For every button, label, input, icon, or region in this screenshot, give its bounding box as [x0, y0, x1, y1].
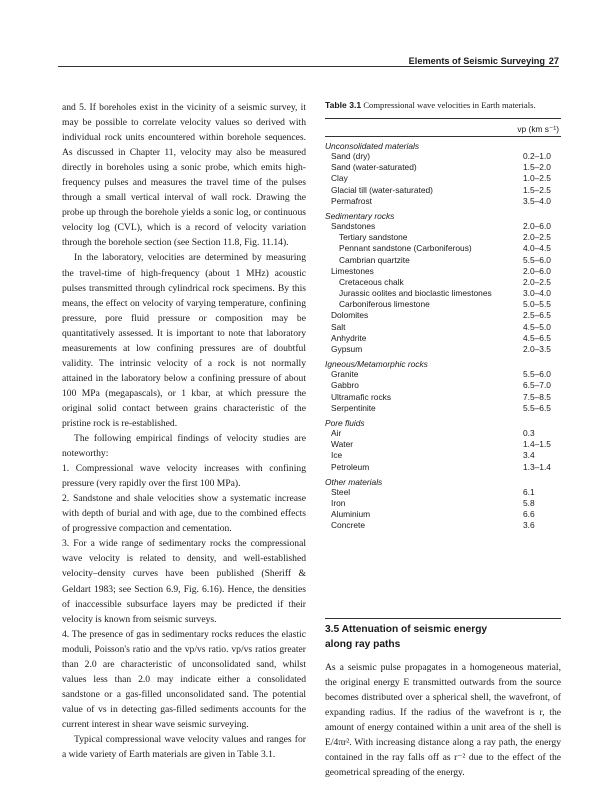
table-row — [325, 509, 561, 520]
section-heading-line: along ray paths — [325, 639, 401, 650]
material-label: Cretaceous chalk — [339, 276, 404, 287]
table-row — [325, 173, 561, 184]
velocity-value: 2.0–6.0 — [523, 220, 551, 231]
finding-item: 2. Sandstone and shale velocities show a systematic increase with depth of burial and with age, due to the combined effects of progressive compaction and cementation. — [62, 493, 306, 535]
material-label: Gypsum — [331, 344, 363, 354]
page-number: 27 — [548, 56, 559, 66]
velocity-value: 3.0–4.0 — [523, 288, 551, 299]
table-top-rule — [325, 118, 561, 119]
velocity-value: 5.5–6.0 — [523, 369, 551, 380]
table-row — [325, 487, 561, 498]
finding-item: 4. The presence of gas in sedimentary rocks reduces the elastic moduli, Poisson's ratio and the vp/vs ratio. vp/vs ratios greater than 2.0 are characteristic of unconsolidated sand, whilst values less than 2.0 may indicate either a consolidated sandstone or a gas-filled unconsolidated sand. The potential value of vs in detecting gas-filled sediments accounts for the current interest in shear wave seismic surveying. — [62, 628, 306, 730]
material-label: Sandstones — [331, 220, 376, 231]
velocity-value: 6.1 — [523, 486, 535, 497]
paragraph: In the laboratory, velocities are determined by measuring the travel-time of high-frequency (about 1 MHz) acoustic pulses transmitted through cylindrical rock specimens. By this means, the effect on velocity of varying temperature, confining pressure, pore fluid pressure or composition may be quantitatively assessed. It is important to note that laboratory measurements at low confining pressures are of doubtful validity. The intrinsic velocity of a rock is not normally attained in the laboratory below a confining pressure of about 100 MPa (megapascals), or 1 kbar, at which pressure the original solid contact between grains characteristic of the pristine rock is re-established. — [62, 252, 306, 429]
material-label: Limestones — [331, 265, 374, 276]
running-title: Elements of Seismic Surveying — [408, 56, 545, 66]
paragraph: Typical compressional wave velocity values and ranges for a wide variety of Earth materials are given in Table 3.1. — [62, 733, 306, 761]
material-label: Serpentinite — [331, 402, 376, 413]
table-row — [325, 221, 561, 232]
table-row — [325, 322, 561, 333]
table-row — [325, 333, 561, 344]
header-rule — [58, 66, 559, 67]
table-row — [325, 299, 561, 310]
velocity-value: 1.3–1.4 — [523, 461, 551, 472]
material-label: Air — [331, 427, 342, 438]
velocity-value: 7.5–8.5 — [523, 391, 551, 402]
material-label: Anhydrite — [331, 332, 367, 343]
velocity-value: 6.5–7.0 — [523, 380, 551, 391]
table-header-rule — [325, 136, 561, 137]
velocity-value: 1.5–2.0 — [523, 162, 551, 173]
material-label: Tertiary sandstone — [339, 232, 408, 243]
velocity-value: 2.0–2.5 — [523, 232, 551, 243]
table-row — [325, 450, 561, 461]
velocity-value: 2.5–6.5 — [523, 310, 551, 321]
paragraph: and 5. If boreholes exist in the vicinity of a seismic survey, it may be possible to correlate velocity values so derived with individual rock units encountered within borehole sequences. As discussed in Chapter 11, velocity may also be measured directly in boreholes using a sonic probe, which emits high-frequency pulses and measures the travel time of the pulses through a small vertical interval of wall rock. Drawing the probe up through the borehole yields a sonic log, or continuous velocity log (CVL), which is a record of velocity variation through the borehole section (see Section 11.8, Fig. 11.14). — [62, 102, 306, 249]
table-category: Unconsolidated materials — [325, 141, 420, 151]
material-label: Water — [331, 439, 354, 450]
velocity-value: 4.5–5.0 — [523, 321, 551, 332]
table-row — [325, 498, 561, 509]
material-label: Granite — [331, 369, 359, 380]
material-label: Glacial till (water-saturated) — [331, 184, 433, 195]
velocity-value: 5.5–6.5 — [523, 402, 551, 413]
material-label: Iron — [331, 497, 346, 508]
table-caption-text: Compressional wave velocities in Earth materials. — [363, 100, 536, 110]
section-rule — [325, 618, 561, 619]
velocity-value: 6.6 — [523, 509, 535, 520]
velocity-value: 5.8 — [523, 497, 535, 508]
table-category: Sedimentary rocks — [325, 210, 395, 221]
velocity-value: 2.0–3.5 — [523, 344, 551, 354]
material-label: Sand (dry) — [331, 151, 371, 161]
material-label: Gabbro — [331, 380, 359, 391]
table-row — [325, 380, 561, 391]
velocity-value: 0.3 — [523, 427, 535, 438]
table-row — [325, 369, 561, 380]
velocity-value: 1.0–2.5 — [523, 173, 551, 184]
velocity-value: 1.4–1.5 — [523, 439, 551, 450]
velocity-value: 3.4 — [523, 450, 535, 461]
material-label: Clay — [331, 173, 348, 184]
material-label: Aluminium — [331, 509, 371, 520]
section-heading — [325, 622, 561, 652]
paragraph: As a seismic pulse propagates in a homogeneous material, the original energy E transmitted outwards from the source becomes distributed over a spherical shell, the wavefront, of expanding radius. If the radius of the wavefront is r, the amount of energy contained within a unit area of the shell is E/4πr². With increasing distance along a ray path, the energy contained in the ray falls off as r⁻² due to the effect of the geometrical spreading of the energy. — [325, 662, 561, 779]
page-header — [0, 0, 613, 66]
table-row — [325, 196, 561, 207]
material-label: Dolomites — [331, 310, 369, 321]
table-row — [325, 428, 561, 439]
velocity-value: 5.0–5.5 — [523, 299, 551, 310]
material-label: Concrete — [331, 520, 365, 531]
velocity-value: 3.6 — [523, 520, 535, 531]
section-heading-line: 3.5 Attenuation of seismic energy — [325, 624, 488, 635]
table-row — [325, 520, 561, 531]
material-label: Ice — [331, 450, 343, 461]
paragraph: The following empirical findings of velocity studies are noteworthy: — [62, 433, 306, 460]
velocity-value: 4.0–4.5 — [523, 243, 551, 254]
table-row — [325, 277, 561, 288]
material-label: Steel — [331, 486, 351, 497]
table-row — [325, 232, 561, 243]
finding-item: 3. For a wide range of sedimentary rocks the compressional wave velocity is related to density, and well-established velocity–density curves have been published (Sheriff & Geldart 1983; see Section 6.9, Fig. 6.16). Hence, the densities of inaccessible subsurface layers may be predicted if their velocity is known from seismic surveys. — [62, 538, 306, 625]
velocity-value: 2.0–2.5 — [523, 276, 551, 287]
material-label: Cambrian quartzite — [339, 254, 410, 265]
table-row — [325, 243, 561, 254]
table-row — [325, 255, 561, 266]
material-label: Pennant sandstone (Carboniferous) — [339, 243, 472, 254]
material-label: Permafrost — [331, 195, 372, 206]
table-category: Other materials — [325, 476, 383, 487]
table-caption — [325, 100, 561, 110]
material-label: Ultramafic rocks — [331, 391, 392, 402]
left-column — [62, 100, 306, 762]
table-row — [325, 344, 561, 355]
table-row — [325, 266, 561, 277]
velocity-value: 3.5–4.0 — [523, 195, 551, 206]
velocity-value: 5.5–6.0 — [523, 254, 551, 265]
velocity-value: 2.0–6.0 — [523, 265, 551, 276]
table-row — [325, 310, 561, 321]
finding-item: 1. Compressional wave velocity increases with confining pressure (very rapidly over the first 100 MPa). — [62, 463, 306, 490]
table-row — [325, 462, 561, 473]
material-label: Jurassic oolites and bioclastic limestones — [339, 288, 492, 299]
table-caption-label: Table 3.1 — [325, 100, 362, 110]
table-row — [325, 288, 561, 299]
table-category: Pore fluids — [325, 417, 365, 428]
material-label: Carboniferous limestone — [339, 299, 430, 310]
section-body — [325, 660, 561, 780]
table-row — [325, 162, 561, 173]
unit-header: vp (km s⁻¹) — [517, 124, 559, 134]
material-label: Sand (water-saturated) — [331, 162, 417, 173]
table-3-1 — [325, 100, 561, 531]
table-row — [325, 392, 561, 403]
material-label: Salt — [331, 321, 346, 332]
table-category: Igneous/Metamorphic rocks — [325, 359, 428, 370]
velocity-value: 1.5–2.5 — [523, 184, 551, 195]
table-body — [325, 141, 561, 531]
velocity-value: 4.5–6.5 — [523, 332, 551, 343]
table-row — [325, 151, 561, 162]
table-row — [325, 185, 561, 196]
table-row — [325, 439, 561, 450]
table-row — [325, 403, 561, 414]
velocity-value: 0.2–1.0 — [523, 151, 551, 161]
material-label: Petroleum — [331, 461, 370, 472]
